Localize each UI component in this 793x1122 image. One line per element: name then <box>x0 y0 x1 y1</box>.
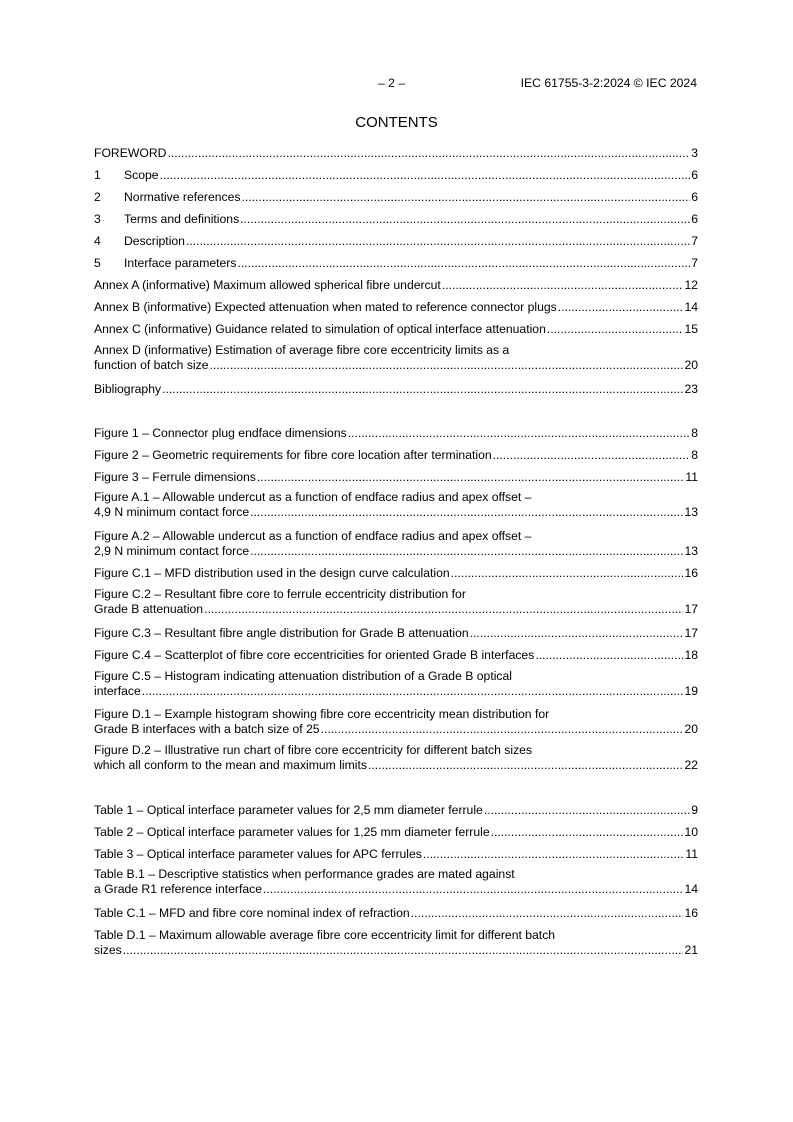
entry-title: 4,9 N minimum contact force <box>94 505 250 519</box>
entry-title: Figure C.1 – MFD distribution used in the design curve calculation <box>94 566 450 580</box>
toc-section-entry[interactable] <box>94 300 698 315</box>
toc-section-entry[interactable] <box>94 146 698 161</box>
entry-title: Figure C.3 – Resultant fibre angle distribution for Grade B attenuation <box>94 626 469 640</box>
dot-leader <box>470 626 684 641</box>
toc-figure-entry[interactable] <box>94 566 698 581</box>
entry-page-number: 9 <box>691 803 698 817</box>
entry-page-number: 12 <box>684 278 698 292</box>
dot-leader <box>484 803 690 818</box>
entry-title: interface <box>94 684 141 698</box>
toc-figure-entry[interactable] <box>94 743 698 773</box>
entry-page-number: 13 <box>684 505 698 519</box>
entry-title-line1: Table D.1 – Maximum allowable average fibre core eccentricity limit for different batch <box>94 928 556 942</box>
page-title: CONTENTS <box>355 114 438 131</box>
entry-page-number: 15 <box>684 322 698 336</box>
toc-figure-entry[interactable] <box>94 470 698 485</box>
dot-leader <box>368 758 683 773</box>
toc-figure-entry[interactable] <box>94 426 698 441</box>
entry-title: a Grade R1 reference interface <box>94 882 263 896</box>
toc-table-entry[interactable] <box>94 847 698 862</box>
entry-title: Bibliography <box>94 382 162 396</box>
entry-page-number: 17 <box>684 626 698 640</box>
dot-leader <box>237 256 690 271</box>
dot-leader <box>263 882 683 897</box>
entry-page-number: 13 <box>684 544 698 558</box>
dot-leader <box>123 943 684 958</box>
toc-table-entry[interactable] <box>94 928 698 958</box>
dot-leader <box>493 448 691 463</box>
entry-title: Table C.1 – MFD and fibre core nominal index of refraction <box>94 906 410 920</box>
toc-figure-entry[interactable] <box>94 626 698 641</box>
entry-page-number: 6 <box>691 168 698 182</box>
entry-title: Grade B interfaces with a batch size of 25 <box>94 722 320 736</box>
entry-page-number: 16 <box>684 906 698 920</box>
dot-leader <box>442 278 684 293</box>
entry-title: sizes <box>94 943 122 957</box>
dot-leader <box>242 190 691 205</box>
entry-title-line1: Figure C.5 – Histogram indicating attenuation distribution of a Grade B optical <box>94 669 512 683</box>
dot-leader <box>186 234 690 249</box>
entry-page-number: 3 <box>691 146 698 160</box>
entry-page-number: 16 <box>684 566 698 580</box>
entry-page-number: 22 <box>684 758 698 772</box>
standard-reference: IEC 61755-3-2:2024 © IEC 2024 <box>520 76 697 90</box>
dot-leader <box>348 426 691 441</box>
entry-title: Figure 3 – Ferrule dimensions <box>94 470 256 484</box>
dot-leader <box>547 322 684 337</box>
entry-title: which all conform to the mean and maximum limits <box>94 758 367 772</box>
entry-page-number: 6 <box>691 212 698 226</box>
entry-title: Grade B attenuation <box>94 602 204 616</box>
dot-leader <box>162 382 683 397</box>
dot-leader <box>423 847 684 862</box>
entry-page-number: 18 <box>684 648 698 662</box>
entry-title: Interface parameters <box>124 256 237 270</box>
toc-figure-entry[interactable] <box>94 669 698 699</box>
entry-title: Scope <box>124 168 159 182</box>
entry-title: 2,9 N minimum contact force <box>94 544 250 558</box>
dot-leader <box>535 648 683 663</box>
toc-figure-entry[interactable] <box>94 490 698 520</box>
dot-leader <box>210 358 684 373</box>
toc-section-entry[interactable] <box>94 382 698 397</box>
entry-page-number: 21 <box>684 943 698 957</box>
dot-leader <box>558 300 684 315</box>
dot-leader <box>451 566 684 581</box>
entry-title: Description <box>124 234 185 248</box>
dot-leader <box>250 544 683 559</box>
entry-number: 2 <box>94 190 101 204</box>
entry-page-number: 7 <box>691 256 698 270</box>
entry-title-line1: Annex D (informative) Estimation of average fibre core eccentricity limits as a <box>94 343 510 357</box>
dot-leader <box>491 825 684 840</box>
entry-title: FOREWORD <box>94 146 167 160</box>
dot-leader <box>411 906 684 921</box>
toc-section-entry[interactable] <box>94 343 698 373</box>
entry-page-number: 6 <box>691 190 698 204</box>
entry-page-number: 14 <box>684 300 698 314</box>
entry-number: 5 <box>94 256 101 270</box>
toc-figure-entry[interactable] <box>94 529 698 559</box>
entry-title: Annex A (informative) Maximum allowed spherical fibre undercut <box>94 278 441 292</box>
entry-title: Annex B (informative) Expected attenuation when mated to reference connector plugs <box>94 300 557 314</box>
entry-page-number: 14 <box>684 882 698 896</box>
dot-leader <box>167 146 690 161</box>
entry-number: 4 <box>94 234 101 248</box>
entry-page-number: 7 <box>691 234 698 248</box>
entry-page-number: 11 <box>685 470 698 484</box>
entry-page-number: 20 <box>684 358 698 372</box>
entry-title: Figure C.4 – Scatterplot of fibre core eccentricities for oriented Grade B interfaces <box>94 648 535 662</box>
toc-section-entry[interactable] <box>94 190 698 205</box>
entry-page-number: 8 <box>691 426 698 440</box>
entry-page-number: 19 <box>684 684 698 698</box>
toc-section-entry[interactable] <box>94 322 698 337</box>
toc-section-entry[interactable] <box>94 278 698 293</box>
entry-page-number: 20 <box>684 722 698 736</box>
entry-page-number: 11 <box>685 847 698 861</box>
entry-title: Figure 2 – Geometric requirements for fibre core location after termination <box>94 448 492 462</box>
entry-title: Figure 1 – Connector plug endface dimensions <box>94 426 347 440</box>
entry-title-line1: Figure C.2 – Resultant fibre core to ferrule eccentricity distribution for <box>94 587 466 601</box>
page-number: – 2 – <box>378 76 406 90</box>
table-of-contents <box>94 0 698 1122</box>
toc-figure-entry[interactable] <box>94 707 698 737</box>
toc-section-entry[interactable] <box>94 256 698 271</box>
entry-number: 3 <box>94 212 101 226</box>
entry-page-number: 8 <box>691 448 698 462</box>
entry-page-number: 10 <box>684 825 698 839</box>
entry-title: Table 2 – Optical interface parameter values for 1,25 mm diameter ferrule <box>94 825 490 839</box>
toc-table-entry[interactable] <box>94 803 698 818</box>
entry-title: Annex C (informative) Guidance related to simulation of optical interface attenuation <box>94 322 546 336</box>
entry-page-number: 17 <box>684 602 698 616</box>
toc-section-entry[interactable] <box>94 212 698 227</box>
toc-table-entry[interactable] <box>94 867 698 897</box>
entry-number: 1 <box>94 168 101 182</box>
dot-leader <box>240 212 690 227</box>
entry-title: Table 1 – Optical interface parameter values for 2,5 mm diameter ferrule <box>94 803 483 817</box>
toc-figure-entry[interactable] <box>94 587 698 617</box>
dot-leader <box>321 722 684 737</box>
entry-title-line1: Figure D.1 – Example histogram showing fibre core eccentricity mean distribution for <box>94 707 550 721</box>
entry-title: function of batch size <box>94 358 209 372</box>
dot-leader <box>142 684 684 699</box>
toc-section-entry[interactable] <box>94 168 698 183</box>
entry-title: Table 3 – Optical interface parameter values for APC ferrules <box>94 847 422 861</box>
dot-leader <box>204 602 683 617</box>
entry-title-line1: Figure A.2 – Allowable undercut as a function of endface radius and apex offset – <box>94 529 532 543</box>
dot-leader <box>250 505 683 520</box>
toc-table-entry[interactable] <box>94 825 698 840</box>
entry-title-line1: Figure D.2 – Illustrative run chart of fibre core eccentricity for different batch sizes <box>94 743 533 757</box>
toc-figure-entry[interactable] <box>94 448 698 463</box>
dot-leader <box>160 168 691 183</box>
toc-figure-entry[interactable] <box>94 648 698 663</box>
entry-page-number: 23 <box>684 382 698 396</box>
toc-table-entry[interactable] <box>94 906 698 921</box>
entry-title: Normative references <box>124 190 241 204</box>
entry-title-line1: Table B.1 – Descriptive statistics when performance grades are mated against <box>94 867 515 881</box>
entry-title: Terms and definitions <box>124 212 240 226</box>
entry-title-line1: Figure A.1 – Allowable undercut as a function of endface radius and apex offset – <box>94 490 532 504</box>
toc-section-entry[interactable] <box>94 234 698 249</box>
dot-leader <box>257 470 684 485</box>
